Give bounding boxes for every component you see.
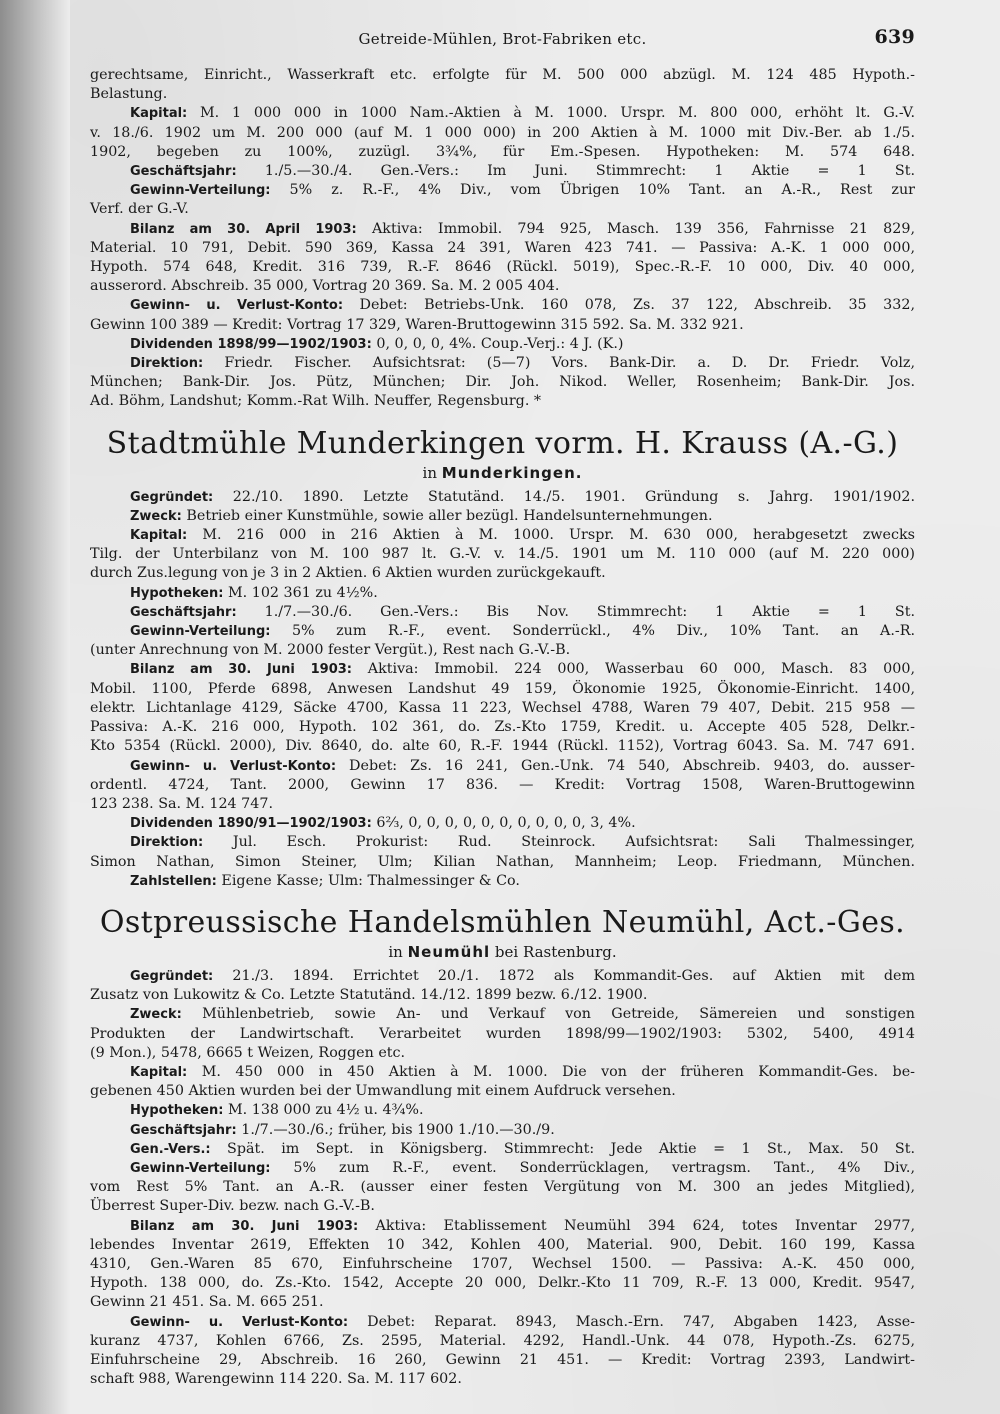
field-label: Direktion: (130, 356, 204, 372)
field-label: Geschäftsjahr: (130, 164, 237, 180)
location-name: Neumühl (407, 942, 491, 961)
text-line (90, 507, 915, 526)
text-line (90, 795, 915, 814)
text-line (90, 1140, 915, 1159)
running-head-title: Getreide-Mühlen, Brot-Fabriken etc. (358, 30, 647, 48)
field-label: Gewinn- u. Verlust-Konto: (130, 298, 344, 314)
field-text: vom Rest 5% Tant. an A.-R. (ausser einer festen Vergütung von M. 300 an jedes Mitglied), (90, 1179, 915, 1196)
text-line (90, 1313, 915, 1332)
field-text: M. 450 000 in 450 Aktien à M. 1000. Die von der früheren Kommandit-Ges. be- (187, 1063, 915, 1080)
field-text: 1902, begeben zu 100%, zuzügl. 3¾%, für Em.-Spesen. Hypotheken: M. 574 648. (90, 143, 915, 160)
text-line (90, 392, 915, 411)
running-head (90, 26, 915, 56)
field-text: M. 138 000 zu 4½ u. 4¾%. (223, 1102, 424, 1119)
field-label: Hypotheken: (130, 585, 224, 601)
text-line (90, 1332, 915, 1351)
text-line (90, 1197, 915, 1216)
text-line (90, 85, 915, 104)
field-text: Debet: Reparat. 8943, Masch.-Ern. 747, Abgaben 1423, Asse- (348, 1313, 915, 1330)
text-line (90, 488, 915, 507)
field-text: ordentl. 4724, Tant. 2000, Gewinn 17 836. — Kredit: Vortrag 1508, Waren-Bruttogewinn (90, 776, 915, 793)
field-text: Belastung. (90, 86, 168, 103)
field-label: Direktion: (130, 835, 204, 851)
field-text: lebendes Inventar 2619, Effekten 10 342, Kohlen 400, Material. 900, Debit. 160 199, Kassa (90, 1236, 915, 1253)
text-line (90, 277, 915, 296)
field-text: Aktiva: Etablissement Neumühl 394 624, totes Inventar 2977, (358, 1217, 915, 1234)
text-line (90, 1044, 915, 1063)
field-text: M. 216 000 in 216 Aktien à M. 1000. Urspr. M. 630 000, herabgesetzt zwecks (187, 527, 915, 544)
text-line (90, 316, 915, 335)
text-line (90, 622, 915, 641)
text-line (90, 718, 915, 737)
text-line (90, 986, 915, 1005)
field-label: Gegründet: (130, 968, 214, 984)
text-line (90, 220, 915, 239)
location-suffix: bei Rastenburg. (490, 942, 617, 961)
field-label: Hypotheken: (130, 1103, 224, 1119)
field-label: Gegründet: (130, 489, 214, 505)
field-label: Gewinn- u. Verlust-Konto: (130, 1314, 349, 1330)
company-entry (90, 66, 915, 412)
text-line (90, 776, 915, 795)
page-number: 639 (874, 26, 915, 48)
entries-container (90, 66, 915, 1389)
field-text: schaft 988, Warengewinn 114 220. Sa. M. 117 602. (90, 1371, 462, 1388)
field-text: 5% z. R.-F., 4% Div., vom Übrigen 10% Tant. an A.-R., Rest zur (270, 182, 915, 199)
field-text: Debet: Betriebs-Unk. 160 078, Zs. 37 122, Abschreib. 35 332, (343, 297, 915, 314)
text-line (90, 526, 915, 545)
text-line (90, 680, 915, 699)
field-text: Überrest Super-Div. bezw. nach G.-V.-B. (90, 1198, 375, 1215)
field-text: 1./5.—30./4. Gen.-Vers.: Im Juni. Stimmrecht: 1 Aktie = 1 St. (236, 163, 915, 180)
text-line (90, 1025, 915, 1044)
field-text: gebenen 450 Aktien wurden bei der Umwandlung mit einem Aufdruck versehen. (90, 1083, 676, 1100)
text-line (90, 335, 915, 354)
field-text: Debet: Zs. 16 241, Gen.-Unk. 74 540, Abschreib. 9403, do. ausser- (336, 757, 915, 774)
text-line (90, 1178, 915, 1197)
field-label: Gewinn-Verteilung: (130, 183, 271, 199)
field-label: Bilanz am 30. Juni 1903: (130, 1218, 359, 1234)
field-text: Passiva: A.-K. 216 000, Hypoth. 102 361, do. Zs.-Kto 1759, Kredit. u. Accepte 405 528, Delkr.- (90, 719, 915, 736)
text-line (90, 1159, 915, 1178)
field-label: Geschäftsjahr: (130, 1122, 237, 1138)
text-line (90, 124, 915, 143)
field-text: Hypoth. 574 648, Kredit. 316 739, R.-F. 8646 (Rückl. 5019), Spec.-R.-F. 10 000, Div. 40 000, (90, 259, 915, 276)
company-entry (90, 426, 915, 891)
field-text: Verf. der G.-V. (90, 201, 189, 218)
field-label: Gewinn-Verteilung: (130, 624, 271, 640)
field-text: ausserord. Abschreib. 35 000, Vortrag 20 369. Sa. M. 2 005 404. (90, 278, 560, 295)
text-line (90, 200, 915, 219)
text-line (90, 66, 915, 85)
field-text: Zusatz von Lukowitz & Co. Letzte Statutänd. 14./12. 1899 bezw. 6./12. 1900. (90, 987, 648, 1004)
field-text: 4310, Gen.-Waren 85 670, Einfuhrscheine 1707, Wechsel 1500. — Passiva: A.-K. 450 000, (90, 1255, 915, 1272)
text-line (90, 872, 915, 891)
text-line (90, 296, 915, 315)
field-text: 1./7.—30./6. Gen.-Vers.: Bis Nov. Stimmrecht: 1 Aktie = 1 St. (236, 603, 915, 620)
field-text: Simon Nathan, Simon Steiner, Ulm; Kilian Nathan, Mannheim; Leop. Friedmann, München. (90, 853, 915, 870)
company-location (90, 941, 915, 963)
field-text: Mobil. 1100, Pferde 6898, Anwesen Landshut 49 159, Ökonomie 1925, Ökonomie-Einricht. 1400, (90, 680, 915, 697)
field-text: 6⅔, 0, 0, 0, 0, 0, 0, 0, 0, 0, 0, 3, 4%. (371, 815, 636, 832)
text-line (90, 1274, 915, 1293)
book-gutter-shadow (0, 0, 70, 1414)
field-text: elektr. Lichtanlage 4129, Säcke 4700, Kassa 11 223, Wechsel 4788, Waren 79 407, Debit. 215 958 — (90, 699, 915, 716)
field-label: Kapital: (130, 106, 188, 122)
text-line (90, 1255, 915, 1274)
field-label: Bilanz am 30. April 1903: (130, 221, 357, 237)
field-text: Mühlenbetrieb, sowie An- und Verkauf von Getreide, Sämereien und sonstigen (181, 1006, 915, 1023)
field-text: gerechtsame, Einricht., Wasserkraft etc. erfolgte für M. 500 000 abzügl. M. 124 485 Hypoth.- (90, 67, 915, 83)
field-text: Gewinn 21 451. Sa. M. 665 251. (90, 1294, 324, 1311)
text-line (90, 1121, 915, 1140)
text-line (90, 1082, 915, 1101)
field-text: 0, 0, 0, 0, 4%. Coup.-Verj.: 4 J. (K.) (371, 335, 624, 352)
field-text: Ad. Böhm, Landshut; Komm.-Rat Wilh. Neuffer, Regensburg. * (90, 393, 542, 410)
field-label: Gewinn-Verteilung: (130, 1160, 271, 1176)
field-text: Hypoth. 138 000, do. Zs.-Kto. 1542, Accepte 20 000, Delkr.-Kto 11 709, R.-F. 13 000, Kredit. 9547, (90, 1275, 915, 1292)
text-line (90, 564, 915, 583)
company-entry (90, 905, 915, 1389)
field-text: kuranz 4737, Kohlen 6766, Zs. 2595, Material. 4292, Handl.-Unk. 44 078, Hypoth.-Zs. 6275, (90, 1332, 915, 1349)
text-line (90, 181, 915, 200)
field-label: Zweck: (130, 508, 182, 524)
text-line (90, 641, 915, 660)
text-line (90, 239, 915, 258)
text-line (90, 1005, 915, 1024)
text-line (90, 373, 915, 392)
text-line (90, 737, 915, 756)
field-label: Dividenden 1890/91—1902/1903: (130, 816, 372, 832)
text-line (90, 833, 915, 852)
text-line (90, 1370, 915, 1389)
text-line (90, 967, 915, 986)
field-text: durch Zus.legung von je 3 in 2 Aktien. 6 Aktien wurden zurückgekauft. (90, 565, 606, 582)
text-line (90, 1293, 915, 1312)
text-line (90, 699, 915, 718)
field-text: Gewinn 100 389 — Kredit: Vortrag 17 329, Waren-Bruttogewinn 315 592. Sa. M. 332 921. (90, 316, 744, 333)
field-text: Friedr. Fischer. Aufsichtsrat: (5—7) Vors. Bank-Dir. a. D. Dr. Friedr. Volz, (203, 355, 915, 372)
company-title: Ostpreussische Handelsmühlen Neumühl, Act.-Ges. (99, 904, 906, 940)
field-text: 22./10. 1890. Letzte Statutänd. 14./5. 1901. Gründung s. Jahrg. 1901/1902. (213, 488, 915, 505)
text-line (90, 814, 915, 833)
field-text: 5% zum R.-F., event. Sonderrückl., 4% Div., 10% Tant. an A.-R. (270, 623, 915, 640)
company-title: Stadtmühle Munderkingen vorm. H. Krauss (A.-G.) (106, 425, 899, 461)
text-line (90, 354, 915, 373)
field-text: Eigene Kasse; Ulm: Thalmessinger & Co. (216, 872, 520, 889)
field-label: Kapital: (130, 1064, 188, 1080)
text-line (90, 1101, 915, 1120)
field-text: 5% zum R.-F., event. Sonderrücklagen, vertragsm. Tant., 4% Div., (270, 1159, 915, 1176)
field-label: Gen.-Vers.: (130, 1141, 211, 1157)
field-text: Einfuhrscheine 29, Abschreib. 16 260, Gewinn 21 451. — Kredit: Vortrag 2393, Landwirt- (90, 1351, 915, 1368)
field-text: Tilg. der Unterbilanz von M. 100 987 lt. G.-V. v. 14./5. 1901 um M. 110 000 (auf M. 220 000) (90, 546, 915, 563)
text-line (90, 757, 915, 776)
text-line (90, 603, 915, 622)
text-line (90, 584, 915, 603)
field-text: Material. 10 791, Debit. 590 369, Kassa 24 391, Waren 423 741. — Passiva: A.-K. 1 000 000, (90, 239, 915, 256)
field-text: Produkten der Landwirtschaft. Verarbeitet wurden 1898/99—1902/1903: 5302, 5400, 4914 (90, 1025, 915, 1042)
field-text: 123 238. Sa. M. 124 747. (90, 795, 274, 812)
field-text: (unter Anrechnung von M. 2000 fester Vergüt.), Rest nach G.-V.-B. (90, 642, 571, 659)
text-line (90, 1351, 915, 1370)
field-label: Kapital: (130, 528, 188, 544)
text-line (90, 660, 915, 679)
field-text: v. 18./6. 1902 um M. 200 000 (auf M. 1 000 000) in 200 Aktien à M. 1000 mit Div.-Ber. ab 1./5. (90, 124, 915, 141)
field-label: Dividenden 1898/99—1902/1903: (130, 336, 372, 352)
field-text: Spät. im Sept. in Königsberg. Stimmrecht: Jede Aktie = 1 St., Max. 50 St. (210, 1140, 915, 1157)
location-prefix: in (388, 942, 408, 961)
company-location (90, 462, 915, 484)
field-text: Betrieb einer Kunstmühle, sowie aller bezügl. Handelsunternehmungen. (181, 507, 713, 524)
text-line (90, 1217, 915, 1236)
field-text: München; Bank-Dir. Jos. Pütz, München; Dir. Joh. Nikod. Weller, Rosenheim; Bank-Dir. Jos. (90, 374, 915, 391)
field-text: M. 1 000 000 in 1000 Nam.-Aktien à M. 1000. Urspr. M. 800 000, erhöht lt. G.-V. (187, 105, 915, 122)
location-name: Munderkingen. (441, 463, 583, 482)
field-label: Zahlstellen: (130, 873, 217, 889)
text-line (90, 545, 915, 564)
text-line (90, 143, 915, 162)
field-text: M. 102 361 zu 4½%. (223, 584, 378, 601)
text-line (90, 162, 915, 181)
field-label: Gewinn- u. Verlust-Konto: (130, 758, 337, 774)
text-line (90, 104, 915, 123)
field-label: Bilanz am 30. Juni 1903: (130, 662, 352, 678)
field-text: Kto 5354 (Rückl. 2000), Div. 8640, do. alte 60, R.-F. 1944 (Rückl. 1152), Vortrag 6043. Sa. M. 747 691. (90, 738, 915, 755)
text-line (90, 1236, 915, 1255)
field-text: 1./7.—30./6.; früher, bis 1900 1./10.—30./9. (236, 1121, 555, 1138)
text-line (90, 853, 915, 872)
field-text: Aktiva: Immobil. 224 000, Wasserbau 60 000, Masch. 83 000, (352, 661, 915, 678)
field-text: 21./3. 1894. Errichtet 20./1. 1872 als Kommandit-Ges. auf Aktien mit dem (213, 967, 915, 984)
field-text: (9 Mon.), 5478, 6665 t Weizen, Roggen etc. (90, 1044, 406, 1061)
location-prefix: in (422, 463, 442, 482)
field-label: Geschäftsjahr: (130, 604, 237, 620)
field-text: Jul. Esch. Prokurist: Rud. Steinrock. Aufsichtsrat: Sali Thalmessinger, (203, 834, 915, 851)
text-line (90, 1063, 915, 1082)
field-label: Zweck: (130, 1007, 182, 1023)
text-line (90, 258, 915, 277)
field-text: Aktiva: Immobil. 794 925, Masch. 139 356, Fahrnisse 21 829, (356, 220, 915, 237)
